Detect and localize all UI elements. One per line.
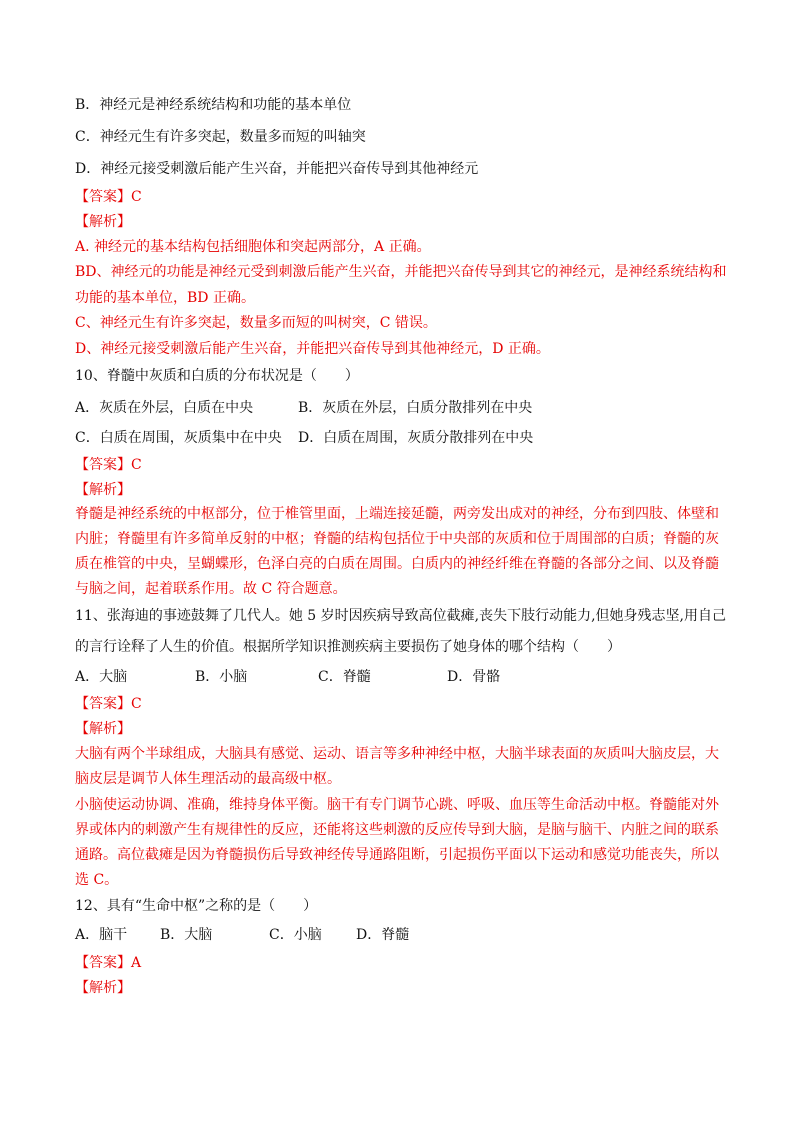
q9-analysis-line: D、神经元接受刺激后能产生兴奋，并能把兴奋传导到其他神经元，D 正确。: [75, 341, 550, 357]
q10-analysis-line: 与脑之间，起着联系作用。故 C 符合题意。: [75, 581, 347, 597]
q10-analysis-label: 【解析】: [75, 482, 131, 498]
q10-option-c: C．白质在周围，灰质集中在中央: [75, 430, 282, 446]
q11-option-d: D．骨骼: [447, 669, 501, 685]
q11-option-c: C．脊髓: [318, 669, 371, 685]
q9-analysis-line: BD、神经元的功能是神经元受到刺激后能产生兴奋，并能把兴奋传导到其它的神经元，是神经系统结构和: [75, 264, 727, 280]
q11-option-a: A．大脑: [75, 669, 128, 685]
q10-answer: 【答案】C: [75, 457, 142, 473]
q10-question: 10、脊髓中灰质和白质的分布状况是（ ）: [75, 368, 359, 384]
q11-analysis-label: 【解析】: [75, 721, 131, 737]
q12-question: 12、具有“生命中枢”之称的是（ ）: [75, 898, 318, 914]
q12-analysis-label: 【解析】: [75, 980, 131, 996]
q12-answer: 【答案】A: [75, 955, 142, 971]
q9-option-d: D．神经元接受刺激后能产生兴奋，并能把兴奋传导到其他神经元: [75, 161, 479, 177]
q11-question-line: 11、张海迪的事迹鼓舞了几代人。她 5 岁时因疾病导致高位截瘫,丧失下肢行动能力,但她身残志坚,用自己: [75, 608, 726, 624]
q10-analysis-line: 质在椎管的中央，呈蝴蝶形，色泽白亮的白质在周围。白质内的神经纤维在脊髓的各部分之间、以及脊髓: [75, 556, 719, 572]
q9-analysis-label: 【解析】: [75, 214, 131, 230]
q11-analysis-line: 大脑有两个半球组成，大脑具有感觉、运动、语言等多种神经中枢，大脑半球表面的灰质叫大脑皮层，大: [75, 746, 719, 762]
q9-answer: 【答案】C: [75, 189, 142, 205]
q11-analysis-line: 选 C。: [75, 872, 119, 888]
q12-option-d: D．脊髓: [356, 927, 410, 943]
q10-option-d: D．白质在周围，灰质分散排列在中央: [298, 430, 534, 446]
q11-option-b: B．小脑: [195, 669, 248, 685]
q12-option-c: C．小脑: [269, 927, 322, 943]
q10-analysis-line: 脊髓是神经系统的中枢部分，位于椎管里面，上端连接延髓，两旁发出成对的神经，分布到四肢、体壁和: [75, 506, 719, 522]
q9-analysis-line: A. 神经元的基本结构包括细胞体和突起两部分，A 正确。: [75, 239, 431, 255]
q12-option-b: B．大脑: [160, 927, 213, 943]
q11-analysis-line: 界或体内的刺激产生有规律性的反应，还能将这些刺激的反应传导到大脑，是脑与脑干、内脏之间的联系: [75, 822, 719, 838]
q11-question-line: 的言行诠释了人生的价值。根据所学知识推测疾病主要损伤了她身体的哪个结构（ ）: [75, 639, 621, 655]
q9-analysis-line: C、神经元生有许多突起，数量多而短的叫树突，C 错误。: [75, 315, 437, 331]
q10-analysis-line: 内脏；脊髓里有许多简单反射的中枢；脊髓的结构包括位于中央部的灰质和位于周围部的白质；脊髓的灰: [75, 531, 719, 547]
q9-option-c: C．神经元生有许多突起，数量多而短的叫轴突: [75, 129, 366, 145]
q11-analysis-line: 脑皮层是调节人体生理活动的最高级中枢。: [75, 771, 341, 787]
q10-option-b: B．灰质在外层，白质分散排列在中央: [298, 400, 533, 416]
q9-analysis-line: 功能的基本单位，BD 正确。: [75, 290, 255, 306]
q10-option-a: A．灰质在外层，白质在中央: [75, 400, 254, 416]
q11-answer: 【答案】C: [75, 696, 142, 712]
q11-analysis-line: 小脑使运动协调、准确，维持身体平衡。脑干有专门调节心跳、呼吸、血压等生命活动中枢。脊髓能对外: [75, 797, 719, 813]
q12-option-a: A．脑干: [75, 927, 128, 943]
q11-analysis-line: 通路。高位截瘫是因为脊髓损伤后导致神经传导通路阻断，引起损伤平面以下运动和感觉功能丧失，所以: [75, 847, 719, 863]
q9-option-b: B．神经元是神经系统结构和功能的基本单位: [75, 97, 352, 113]
